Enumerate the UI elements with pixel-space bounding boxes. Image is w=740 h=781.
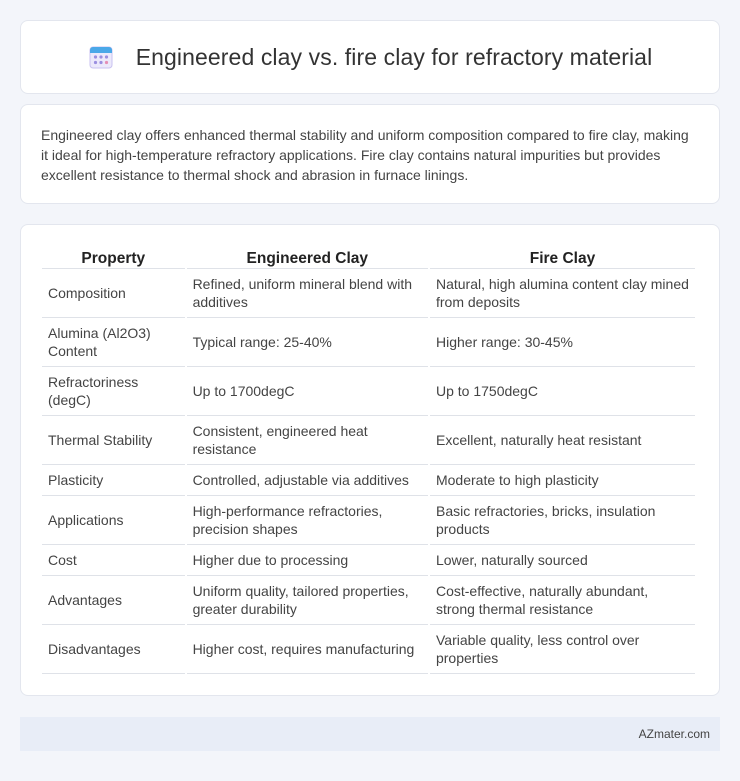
table-row (42, 269, 695, 318)
fire-clay-cell: Natural, high alumina content clay mined from deposits (430, 269, 695, 318)
fire-clay-cell: Variable quality, less control over properties (430, 625, 695, 674)
table-header-row (42, 245, 695, 269)
engineered-clay-cell: Consistent, engineered heat resistance (187, 416, 428, 465)
property-cell: Disadvantages (42, 625, 185, 674)
fire-clay-cell: Basic refractories, bricks, insulation products (430, 496, 695, 545)
comparison-table (40, 245, 697, 674)
property-cell: Advantages (42, 576, 185, 625)
footer-bar (20, 717, 720, 751)
engineered-clay-cell: Refined, uniform mineral blend with additives (187, 269, 428, 318)
engineered-clay-cell: Controlled, adjustable via additives (187, 465, 428, 496)
fire-clay-cell: Excellent, naturally heat resistant (430, 416, 695, 465)
fire-clay-cell: Cost-effective, naturally abundant, strong thermal resistance (430, 576, 695, 625)
calendar-grid-icon (88, 44, 114, 70)
property-cell: Thermal Stability (42, 416, 185, 465)
property-cell: Cost (42, 545, 185, 576)
property-cell: Composition (42, 269, 185, 318)
summary-card (20, 104, 720, 204)
comparison-table-card (20, 224, 720, 696)
table-row (42, 416, 695, 465)
table-row (42, 496, 695, 545)
fire-clay-cell: Higher range: 30-45% (430, 318, 695, 367)
engineered-clay-cell: High-performance refractories, precision shapes (187, 496, 428, 545)
fire-clay-cell: Moderate to high plasticity (430, 465, 695, 496)
table-row (42, 625, 695, 674)
footer-brand: AZmater.com (638, 727, 710, 741)
fire-clay-cell: Lower, naturally sourced (430, 545, 695, 576)
engineered-clay-cell: Higher cost, requires manufacturing (187, 625, 428, 674)
engineered-clay-cell: Up to 1700degC (187, 367, 428, 416)
property-cell: Alumina (Al2O3) Content (42, 318, 185, 367)
table-row (42, 318, 695, 367)
table-row (42, 576, 695, 625)
engineered-clay-cell: Typical range: 25-40% (187, 318, 428, 367)
summary-paragraph: Engineered clay offers enhanced thermal stability and uniform composition compared to fire clay, making it ideal for high-temperature refractory applications. Fire clay contains natural impurities but provides excellent resistance to thermal shock and abrasion in furnace linings. (41, 127, 689, 183)
property-cell: Refractoriness (degC) (42, 367, 185, 416)
engineered-clay-cell: Uniform quality, tailored properties, greater durability (187, 576, 428, 625)
property-cell: Applications (42, 496, 185, 545)
engineered-clay-cell: Higher due to processing (187, 545, 428, 576)
column-header-fire-clay: Fire Clay (430, 245, 695, 269)
table-row (42, 465, 695, 496)
column-header-engineered-clay: Engineered Clay (187, 245, 428, 269)
fire-clay-cell: Up to 1750degC (430, 367, 695, 416)
page-title: Engineered clay vs. fire clay for refractory material (135, 43, 653, 70)
column-header-property: Property (42, 245, 185, 269)
table-row (42, 367, 695, 416)
table-row (42, 545, 695, 576)
property-cell: Plasticity (42, 465, 185, 496)
title-card (20, 20, 720, 94)
